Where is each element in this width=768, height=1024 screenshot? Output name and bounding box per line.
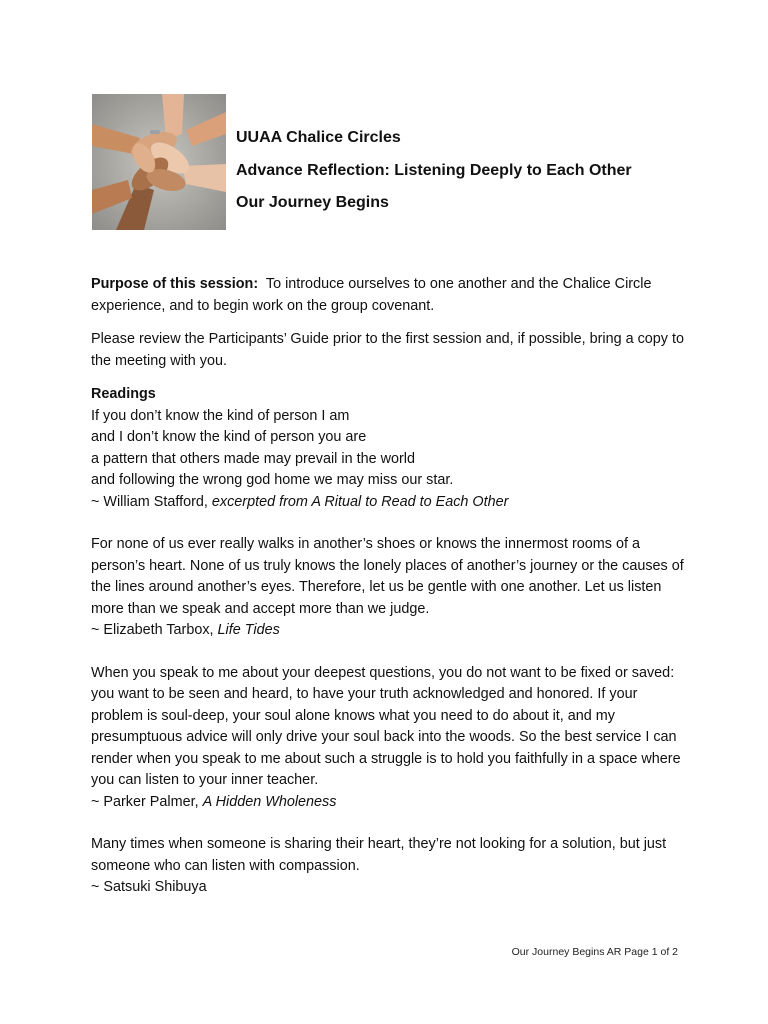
- purpose-text: To introduce ourselves to one another and the Chalice Circle experience, and to begin work on the group covenant.: [91, 276, 652, 314]
- reading-citation: [91, 877, 689, 899]
- readings-heading: Readings: [91, 386, 156, 402]
- citation-author: ~ Satsuki Shibuya: [91, 879, 207, 895]
- header-title-line3: Our Journey Begins: [236, 194, 389, 211]
- page-footer: Our Journey Begins AR Page 1 of 2: [511, 946, 678, 958]
- document-body: [91, 274, 689, 899]
- citation-author: ~ William Stafford,: [91, 493, 208, 510]
- reading-tarbox: [91, 534, 689, 642]
- reading-palmer: [91, 663, 689, 814]
- reading-text: For none of us ever really walks in another’s shoes or knows the innermost rooms of a person’s heart. None of us truly knows the lonely places of another’s journey or the causes of the lines around another’s eyes. Therefore, let us be gentle with one another. Let us listen more than we speak and accept more than we judge.: [91, 536, 684, 617]
- purpose-paragraph: [91, 274, 689, 317]
- review-paragraph: Please review the Participants’ Guide prior to the first session and, if possible, bring a copy to the meeting with you.: [91, 331, 684, 369]
- header-title-line2: Advance Reflection: Listening Deeply to Each Other: [236, 161, 632, 179]
- hands-illustration: [92, 94, 226, 230]
- citation-work: A Hidden Wholeness: [202, 793, 337, 810]
- reading-citation: [91, 792, 689, 814]
- citation-work: Life Tides: [217, 622, 280, 638]
- reading-line: a pattern that others made may prevail in the world: [91, 450, 415, 467]
- reading-stafford: [91, 406, 689, 514]
- stacked-hands-photo: [92, 94, 226, 230]
- reading-citation: [91, 492, 689, 514]
- purpose-label: Purpose of this session:: [91, 276, 259, 292]
- reading-citation: [91, 620, 689, 642]
- citation-work: excerpted from A Ritual to Read to Each Other: [211, 493, 509, 510]
- reading-text: When you speak to me about your deepest questions, you do not want to be fixed or saved: you want to be seen and heard, to have your truth acknowledged and honored. If your problem is soul-deep, your soul alone knows what you need to do about it, and my presumptuous advice will only drive your soul back into the woods. So the best service I can render when you speak to me about such a struggle is to hold you faithfully in a space where you can listen to your inner teacher.: [91, 664, 681, 788]
- document-header: [236, 122, 736, 220]
- header-title-line1: UUAA Chalice Circles: [236, 129, 401, 146]
- reading-shibuya: [91, 834, 689, 899]
- citation-author: ~ Elizabeth Tarbox,: [91, 622, 214, 638]
- reading-line: and following the wrong god home we may miss our star.: [91, 472, 454, 488]
- reading-line: and I don’t know the kind of person you are: [91, 429, 367, 445]
- reading-text: Many times when someone is sharing their heart, they’re not looking for a solution, but just someone who can listen with compassion.: [91, 836, 667, 874]
- reading-line: If you don’t know the kind of person I am: [91, 407, 350, 424]
- citation-author: ~ Parker Palmer,: [91, 793, 199, 810]
